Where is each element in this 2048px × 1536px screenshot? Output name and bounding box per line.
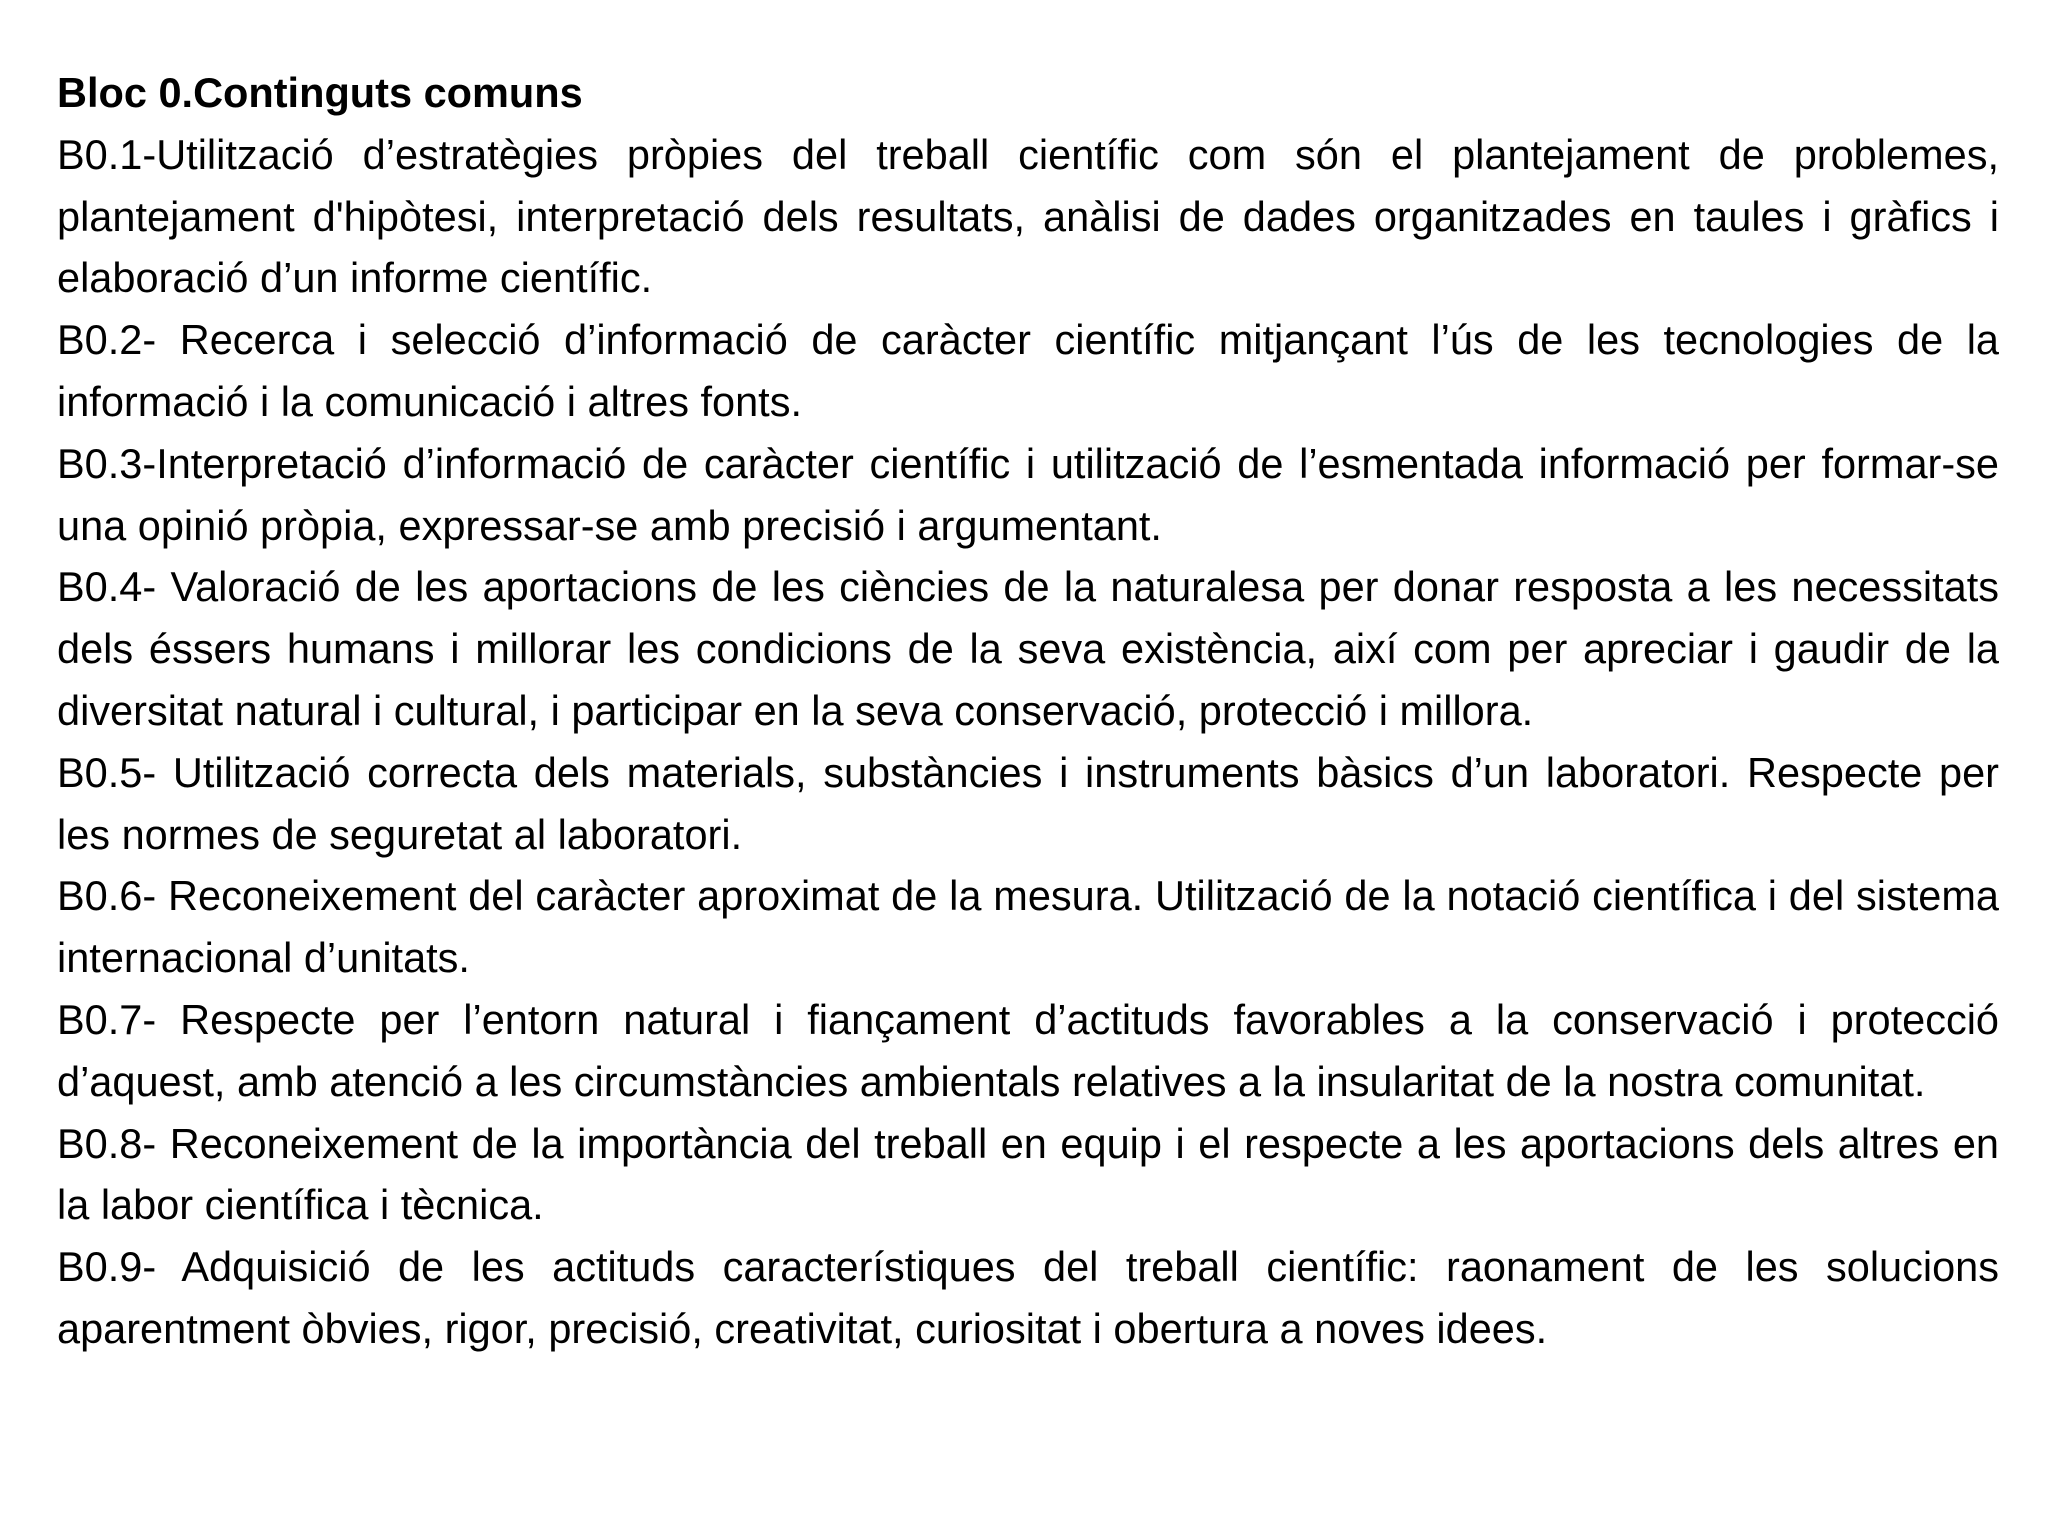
content-item-b0-1: B0.1-Utilització d’estratègies pròpies del treball científic com són el plantejament de problemes, plantejament d'hipòtesi, interpretació dels resultats, anàlisi de dades organitzades en taules i gràfics i elaboració d’un informe científic. [57, 130, 1999, 302]
content-item-b0-7: B0.7- Respecte per l’entorn natural i fiançament d’actituds favorables a la conservació i protecció d’aquest, amb atenció a les circumstàncies ambientals relatives a la insularitat de la nostra comunitat. [57, 995, 1999, 1105]
content-item-b0-5: B0.5- Utilització correcta dels materials, substàncies i instruments bàsics d’un laboratori. Respecte per les normes de seguretat al laboratori. [57, 748, 1999, 858]
content-item-b0-3: B0.3-Interpretació d’informació de caràcter científic i utilització de l’esmentada informació per formar-se una opinió pròpia, expressar-se amb precisió i argumentant. [57, 439, 1999, 549]
section-title: Bloc 0.Continguts comuns [57, 69, 583, 116]
document-page [57, 62, 1999, 1360]
content-item-b0-6: B0.6- Reconeixement del caràcter aproximat de la mesura. Utilització de la notació científica i del sistema internacional d’unitats. [57, 872, 1999, 982]
content-item-b0-4: B0.4- Valoració de les aportacions de les ciències de la naturalesa per donar resposta a les necessitats dels éssers humans i millorar les condicions de la seva existència, així com per apreciar i gaudir de la diversitat natural i cultural, i participar en la seva conservació, protecció i millora. [57, 563, 1999, 734]
content-item-b0-8: B0.8- Reconeixement de la importància del treball en equip i el respecte a les aportacions dels altres en la labor científica i tècnica. [57, 1119, 1999, 1229]
content-item-b0-2: B0.2- Recerca i selecció d’informació de caràcter científic mitjançant l’ús de les tecnologies de la informació i la comunicació i altres fonts. [57, 316, 1999, 425]
content-item-b0-9: B0.9- Adquisició de les actituds característiques del treball científic: raonament de les solucions aparentment òbvies, rigor, precisió, creativitat, curiositat i obertura a noves idees. [57, 1243, 1999, 1352]
